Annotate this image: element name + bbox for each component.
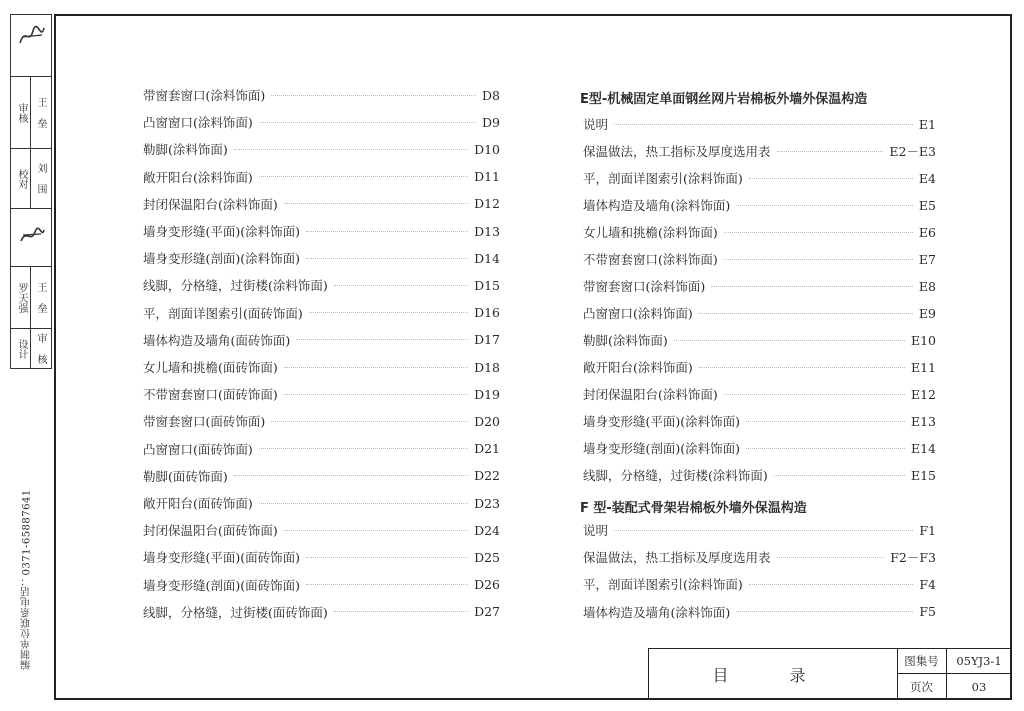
signature-bar xyxy=(10,14,52,369)
leader-dots xyxy=(724,259,913,260)
toc-entry-title: 带窗套窗口(涂料饰面) xyxy=(583,279,706,294)
leader-dots xyxy=(284,530,468,531)
toc-entry-title: 封闭保温阳台(面砖饰面) xyxy=(143,523,278,539)
toc-entry xyxy=(143,465,500,487)
toc-entry xyxy=(143,247,500,269)
toc-entry-page: D21 xyxy=(474,441,500,457)
toc-entry-title: 说明 xyxy=(583,523,609,538)
toc-entry xyxy=(143,329,500,351)
toc-entry xyxy=(583,601,936,623)
toc-entry-page: D20 xyxy=(474,413,500,429)
toc-entry xyxy=(143,438,500,460)
leader-dots xyxy=(309,312,468,313)
leader-dots xyxy=(334,611,468,612)
toc-entry-title: 敞开阳台(面砖饰面) xyxy=(143,496,253,511)
toc-entry xyxy=(143,383,500,405)
signature-cell-check xyxy=(11,149,51,209)
toc-entry-page: D10 xyxy=(474,141,500,157)
leader-dots xyxy=(259,503,468,504)
section-heading-f: F 型-装配式骨架岩棉板外墙外保温构造 xyxy=(580,501,807,516)
leader-dots xyxy=(306,557,468,558)
leader-dots xyxy=(614,124,913,125)
toc-entry-page: D12 xyxy=(474,196,500,212)
toc-entry-page: D13 xyxy=(474,223,500,239)
toc-entry-title: 保温做法，热工指标及厚度选用表 xyxy=(583,550,771,566)
toc-entry xyxy=(143,220,500,242)
toc-entry-page: D15 xyxy=(474,277,500,293)
leader-dots xyxy=(774,475,905,476)
page-number-value: 03 xyxy=(971,679,987,694)
atlas-number-label: 图集号 xyxy=(897,649,947,674)
contact-phone: 编制单位联系电话：0371-65887641 xyxy=(21,489,33,671)
toc-entry-title: 凸窗窗口(涂料饰面) xyxy=(143,115,253,131)
leader-dots xyxy=(749,178,913,179)
page-number-label: 页次 xyxy=(897,674,947,699)
leader-dots xyxy=(749,584,914,585)
toc-entry-title: 说明 xyxy=(583,117,609,132)
toc-entry xyxy=(143,519,500,541)
toc-entry xyxy=(143,492,500,514)
toc-entry xyxy=(143,193,500,215)
toc-entry-page: F5 xyxy=(919,604,936,620)
toc-entry-title: 墙身变形缝(剖面)(面砖饰面) xyxy=(143,577,301,593)
sig-name: 审 核 xyxy=(35,333,46,364)
toc-entry-title: 线脚，分格缝，过街楼(涂料饰面) xyxy=(583,468,768,483)
leader-dots xyxy=(259,176,468,177)
leader-dots xyxy=(334,285,468,286)
toc-entry-title: 女儿墙和挑檐(面砖饰面) xyxy=(143,360,278,375)
toc-entry xyxy=(583,329,936,351)
atlas-number-value: 05YJ3-1 xyxy=(947,649,1011,674)
toc-entry-page: D27 xyxy=(474,604,500,620)
toc-entry-title: 线脚，分格缝，过街楼(涂料饰面) xyxy=(143,278,328,294)
toc-entry xyxy=(143,356,500,378)
sig-name: 王 垒 xyxy=(35,97,46,128)
toc-entry xyxy=(583,573,936,595)
toc-entry-page: E13 xyxy=(910,413,936,429)
sig-name: 刘 围 xyxy=(35,163,46,194)
toc-entry-title: 勒脚(面砖饰面) xyxy=(143,468,228,484)
signature-cell-design xyxy=(11,329,51,368)
leader-dots xyxy=(306,258,468,259)
toc-entry-title: 勒脚(涂料饰面) xyxy=(583,333,668,348)
toc-entry xyxy=(143,84,500,106)
leader-dots xyxy=(777,151,884,152)
toc-entry-title: 封闭保温阳台(涂料饰面) xyxy=(583,387,718,402)
leader-dots xyxy=(306,231,468,232)
toc-entry xyxy=(143,601,500,623)
toc-entry-page: E5 xyxy=(918,197,936,213)
sig-label: 设计 xyxy=(13,329,31,368)
leader-dots xyxy=(736,611,913,612)
leader-dots xyxy=(284,394,468,395)
toc-entry xyxy=(583,519,936,541)
leader-dots xyxy=(284,367,468,368)
leader-dots xyxy=(746,421,905,422)
toc-entry-page: D25 xyxy=(474,549,500,565)
toc-entry-title: 墙体构造及墙角(涂料饰面) xyxy=(583,604,731,620)
leader-dots xyxy=(284,203,468,204)
leader-dots xyxy=(777,557,885,558)
toc-entry-title: 女儿墙和挑檐(涂料饰面) xyxy=(583,225,718,240)
toc-entry-page: D17 xyxy=(474,332,500,348)
toc-entry-title: 线脚，分格缝，过街楼(面砖饰面) xyxy=(143,604,328,620)
signature-cell-design-lead xyxy=(11,267,51,329)
sig-label: 校对 xyxy=(13,149,31,208)
toc-entry-page: D19 xyxy=(474,386,500,402)
toc-entry xyxy=(583,221,936,243)
leader-dots xyxy=(724,232,913,233)
leader-dots xyxy=(674,340,905,341)
toc-entry-page: F1 xyxy=(919,522,936,538)
leader-dots xyxy=(306,584,468,585)
leader-dots xyxy=(699,313,913,314)
leader-dots xyxy=(699,367,905,368)
toc-entry-title: 墙体构造及墙角(涂料饰面) xyxy=(583,198,731,213)
toc-entry xyxy=(583,167,936,189)
toc-entry xyxy=(583,194,936,216)
toc-entry-page: F2－F3 xyxy=(890,550,936,566)
toc-entry xyxy=(583,113,936,135)
toc-entry-page: D26 xyxy=(474,577,500,593)
toc-entry-title: 平，剖面详图索引(涂料饰面) xyxy=(583,577,743,593)
toc-entry-title: 敞开阳台(涂料饰面) xyxy=(143,169,253,185)
leader-dots xyxy=(234,475,468,476)
toc-entry-title: 墙体构造及墙角(面砖饰面) xyxy=(143,332,291,348)
toc-entry xyxy=(143,274,500,296)
toc-entry-page: D8 xyxy=(482,87,500,103)
toc-entry-title: 封闭保温阳台(涂料饰面) xyxy=(143,196,278,212)
leader-dots xyxy=(271,95,476,96)
toc-entry-page: E2－E3 xyxy=(889,144,936,159)
toc-entry-page: E12 xyxy=(910,386,936,402)
toc-entry-title: 敞开阳台(涂料饰面) xyxy=(583,360,693,375)
toc-entry-title: 勒脚(涂料饰面) xyxy=(143,142,228,158)
toc-entry-title: 凸窗窗口(涂料饰面) xyxy=(583,306,693,321)
toc-entry xyxy=(583,140,936,162)
toc-entry-page: D23 xyxy=(474,495,500,511)
toc-entry-page: E9 xyxy=(918,305,936,321)
toc-entry-page: D16 xyxy=(474,305,500,321)
toc-entry-title: 墙身变形缝(平面)(涂料饰面) xyxy=(583,414,741,429)
leader-dots xyxy=(724,394,905,395)
toc-entry-title: 保温做法，热工指标及厚度选用表 xyxy=(583,144,771,159)
leader-dots xyxy=(711,286,913,287)
handwritten-signature xyxy=(17,23,47,49)
toc-entry xyxy=(143,138,500,160)
toc-entry-page: D24 xyxy=(474,522,500,538)
toc-entry xyxy=(143,410,500,432)
toc-entry xyxy=(143,546,500,568)
signature-cell-review xyxy=(11,77,51,149)
toc-entry-page: E7 xyxy=(918,251,936,267)
toc-entry-title: 墙身变形缝(平面)(涂料饰面) xyxy=(143,224,301,239)
toc-entry-page: F4 xyxy=(919,576,936,592)
toc-entry-title: 墙身变形缝(剖面)(涂料饰面) xyxy=(143,251,301,267)
toc-entry-title: 不带窗套窗口(面砖饰面) xyxy=(143,387,278,403)
handwritten-signature xyxy=(17,223,47,249)
toc-entry-title: 墙身变形缝(剖面)(涂料饰面) xyxy=(583,441,741,456)
toc-entry-title: 墙身变形缝(平面)(面砖饰面) xyxy=(143,550,301,566)
toc-entry xyxy=(583,383,936,405)
leader-dots xyxy=(234,149,468,150)
toc-entry-page: E10 xyxy=(910,332,936,348)
leader-dots xyxy=(746,448,905,449)
toc-entry xyxy=(583,437,936,459)
leader-dots xyxy=(296,339,468,340)
toc-entry-page: E11 xyxy=(910,359,936,375)
toc-entry xyxy=(143,574,500,596)
sig-label: 审核 xyxy=(13,77,31,148)
toc-entry xyxy=(583,546,936,568)
toc-entry-page: D14 xyxy=(474,250,500,266)
signature-cell-1 xyxy=(11,15,51,77)
sig-label: 罗天强 xyxy=(13,267,31,328)
toc-entry xyxy=(143,302,500,324)
toc-entry-page: D9 xyxy=(482,114,500,130)
toc-entry xyxy=(583,410,936,432)
toc-entry xyxy=(583,302,936,324)
toc-entry-page: D11 xyxy=(474,169,500,185)
leader-dots xyxy=(736,205,913,206)
toc-entry-page: E1 xyxy=(918,116,936,132)
toc-entry xyxy=(583,248,936,270)
toc-entry xyxy=(143,111,500,133)
leader-dots xyxy=(271,421,468,422)
toc-entry-page: E6 xyxy=(918,224,936,240)
sig-name: 王 垒 xyxy=(35,282,46,313)
page-title: 目 录 xyxy=(649,649,898,699)
leader-dots xyxy=(614,530,913,531)
toc-entry-page: E14 xyxy=(910,440,936,456)
section-heading-e: E型-机械固定单面钢丝网片岩棉板外墙外保温构造 xyxy=(580,92,868,107)
toc-entry-title: 带窗套窗口(面砖饰面) xyxy=(143,414,266,430)
toc-entry-page: E8 xyxy=(918,278,936,294)
toc-entry-page: D18 xyxy=(474,359,500,375)
toc-entry xyxy=(583,356,936,378)
title-block xyxy=(648,648,1011,699)
toc-entry-page: E4 xyxy=(918,170,936,186)
toc-entry xyxy=(143,166,500,188)
toc-entry-page: E15 xyxy=(910,467,936,483)
toc-entry-title: 凸窗窗口(面砖饰面) xyxy=(143,441,253,457)
signature-cell-4 xyxy=(11,209,51,267)
toc-entry-title: 不带窗套窗口(涂料饰面) xyxy=(583,252,718,267)
toc-entry xyxy=(583,275,936,297)
leader-dots xyxy=(259,122,476,123)
toc-entry-title: 平，剖面详图索引(涂料饰面) xyxy=(583,171,743,186)
toc-entry-title: 带窗套窗口(涂料饰面) xyxy=(143,88,266,103)
toc-entry xyxy=(583,464,936,486)
leader-dots xyxy=(259,448,468,449)
toc-entry-page: D22 xyxy=(474,468,500,484)
toc-entry-title: 平，剖面详图索引(面砖饰面) xyxy=(143,305,303,321)
